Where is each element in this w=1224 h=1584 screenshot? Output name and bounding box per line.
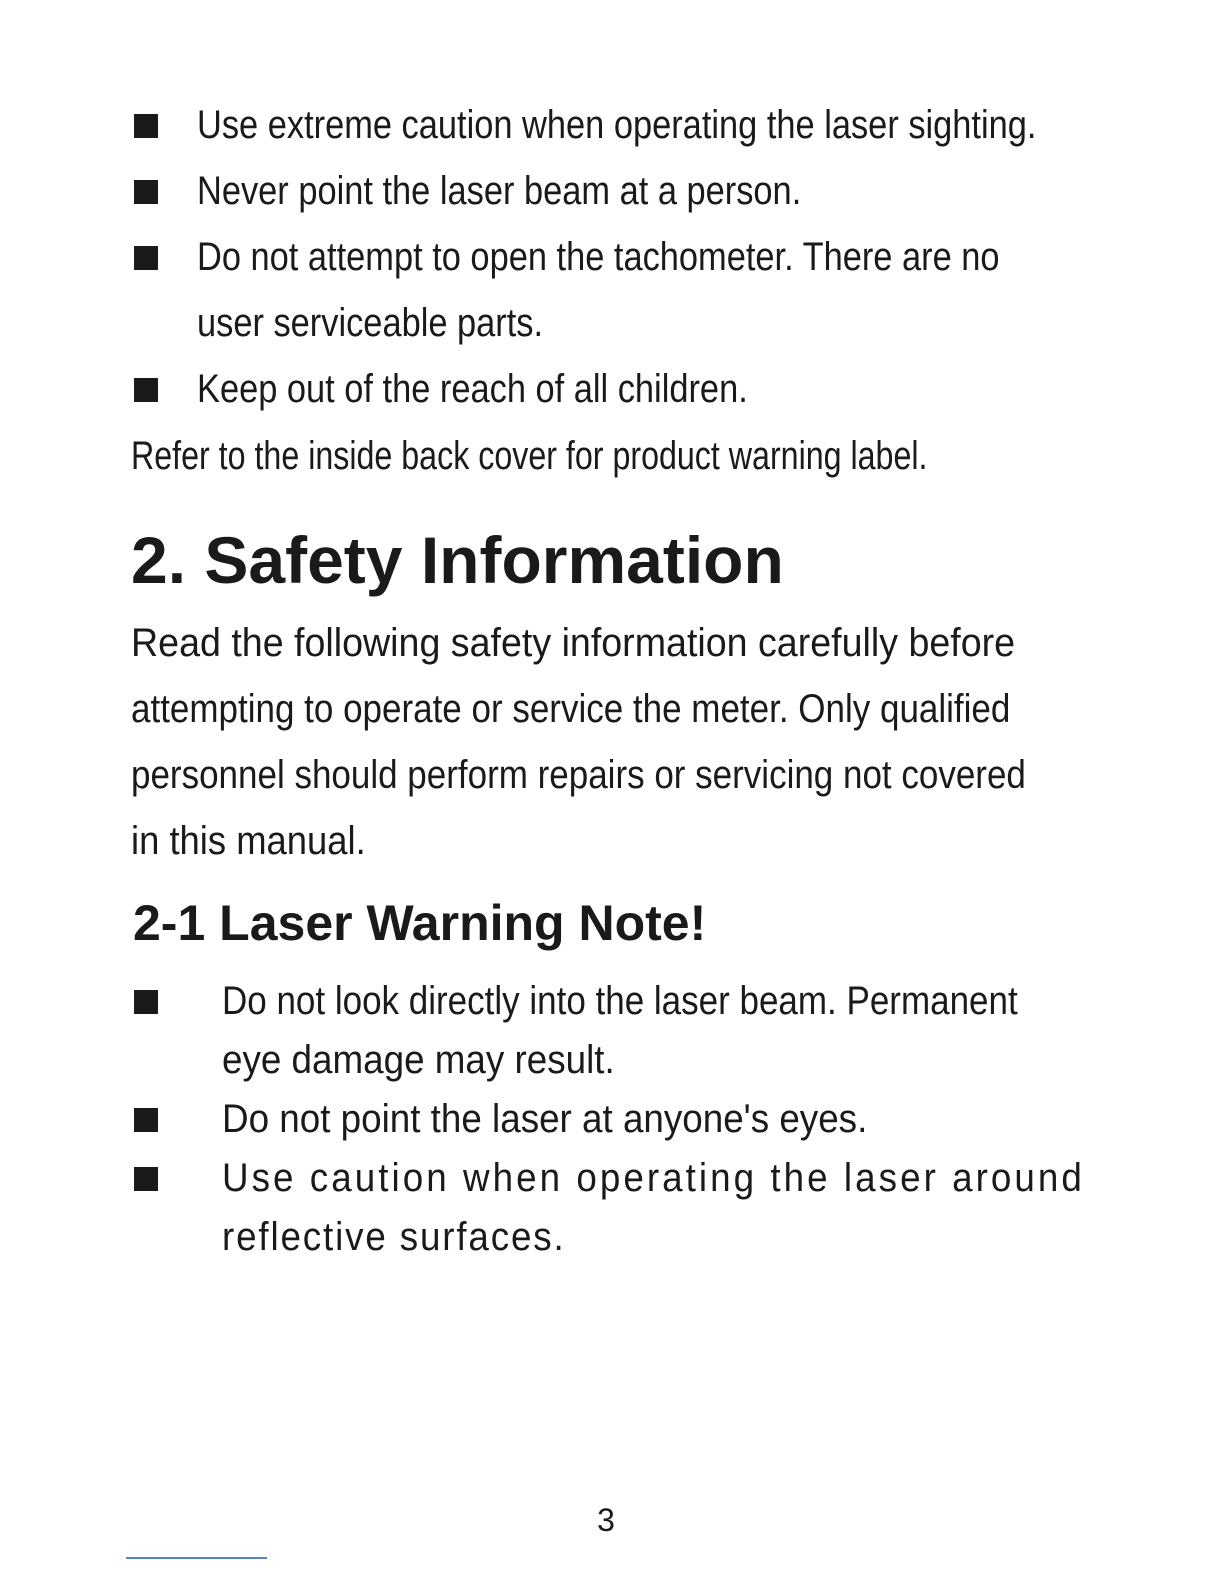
warning-text-continuation: reflective surfaces. <box>222 1215 566 1259</box>
refer-note: Refer to the inside back cover for product warning label. <box>131 434 928 478</box>
bullet-square-icon <box>134 246 158 270</box>
subsection-title: 2-1 Laser Warning Note! <box>133 895 707 951</box>
bullet-text: Never point the laser beam at a person. <box>197 169 802 213</box>
bullet-square-icon <box>134 114 158 138</box>
footer-rule <box>126 1557 267 1559</box>
bullet-square-icon <box>134 1167 158 1191</box>
bullet-text: Use extreme caution when operating the laser sighting. <box>197 103 1037 147</box>
bullet-text: Keep out of the reach of all children. <box>197 367 748 411</box>
warning-text-continuation: eye damage may result. <box>222 1038 615 1082</box>
intro-line: Read the following safety information carefully before <box>131 621 1016 665</box>
intro-line: in this manual. <box>131 819 366 863</box>
warning-text: Do not look directly into the laser beam. Permanent <box>222 979 1018 1023</box>
warning-text: Use caution when operating the laser around <box>222 1156 1085 1200</box>
intro-line: personnel should perform repairs or servicing not covered <box>131 753 1026 797</box>
bullet-square-icon <box>134 1108 158 1132</box>
intro-line: attempting to operate or service the meter. Only qualified <box>131 687 1011 731</box>
warning-text: Do not point the laser at anyone's eyes. <box>222 1097 868 1141</box>
bullet-square-icon <box>134 990 158 1014</box>
bullet-text: Do not attempt to open the tachometer. There are no <box>197 235 1000 279</box>
bullet-square-icon <box>134 180 158 204</box>
page-number: 3 <box>597 1502 615 1538</box>
bullet-text-continuation: user serviceable parts. <box>197 301 544 345</box>
bullet-square-icon <box>134 378 158 402</box>
section-title: 2. Safety Information <box>131 523 784 597</box>
